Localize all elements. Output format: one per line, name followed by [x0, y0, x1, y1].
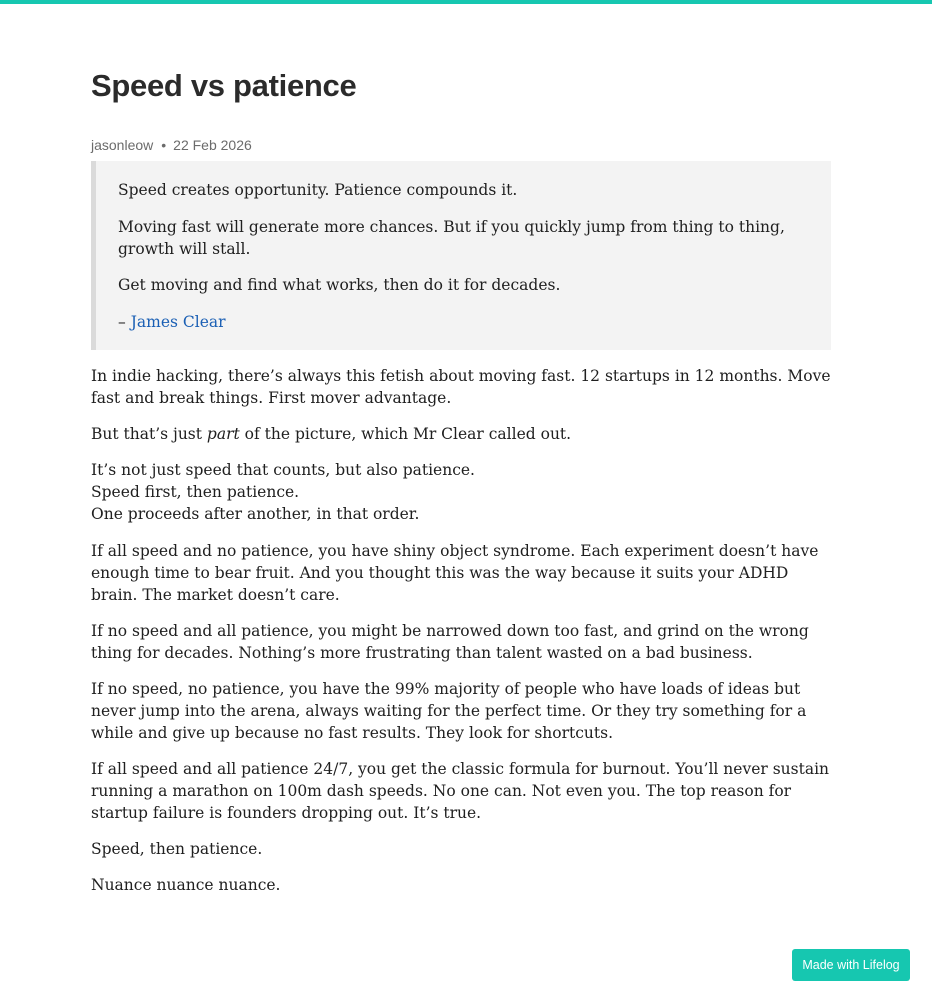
blockquote [91, 161, 831, 350]
body-text: of the picture, which Mr Clear called out. [239, 425, 572, 443]
post-author[interactable]: jasonleow [91, 137, 154, 153]
attribution-prefix: – [118, 313, 131, 331]
made-with-lifelog-button[interactable]: Made with Lifelog [792, 949, 910, 981]
quote-line: Moving fast will generate more chances. But if you quickly jump from thing to thing, growth will stall. [118, 218, 785, 258]
body-line: One proceeds after another, in that order. [91, 505, 420, 523]
quote-attribution [118, 311, 808, 333]
emphasis: part [206, 425, 240, 443]
quote-line: Get moving and find what works, then do it for decades. [118, 276, 561, 294]
body-text: But that’s just [91, 425, 207, 443]
post-meta [91, 137, 252, 153]
attribution-link[interactable]: James Clear [130, 313, 226, 331]
post-date: 22 Feb 2026 [173, 137, 252, 153]
body-paragraph: If all speed and all patience 24/7, you get the classic formula for burnout. You’ll never sustain running a marathon on 100m dash speeds. No one can. Not even you. The top reason for startup failure is founders dropping out. It’s true. [91, 760, 830, 822]
body-paragraph: If all speed and no patience, you have shiny object syndrome. Each experiment doesn’t have enough time to bear fruit. And you thought this was the way because it suits your ADHD brain. The market doesn’t care. [91, 542, 819, 604]
body-paragraph: Speed, then patience. [91, 840, 263, 858]
top-accent-bar [0, 0, 932, 4]
body-paragraph: Nuance nuance nuance. [91, 876, 281, 894]
body-line: It’s not just speed that counts, but also patience. [91, 461, 475, 479]
post-title: Speed vs patience [91, 68, 357, 103]
body-paragraph: If no speed and all patience, you might be narrowed down too fast, and grind on the wrong thing for decades. Nothing’s more frustrating than talent wasted on a bad business. [91, 622, 809, 662]
body-paragraph: In indie hacking, there’s always this fetish about moving fast. 12 startups in 12 months. Move fast and break things. First mover advantage. [91, 367, 831, 407]
body-paragraph: If no speed, no patience, you have the 99% majority of people who have loads of ideas but never jump into the arena, always waiting for the perfect time. Or they try something for a while and give up because no fast results. They look for shortcuts. [91, 680, 807, 742]
body-line: Speed first, then patience. [91, 483, 300, 501]
meta-separator: • [161, 137, 167, 153]
body-paragraph [91, 459, 831, 525]
quote-line: Speed creates opportunity. Patience compounds it. [118, 181, 518, 199]
body-paragraph [91, 423, 831, 445]
